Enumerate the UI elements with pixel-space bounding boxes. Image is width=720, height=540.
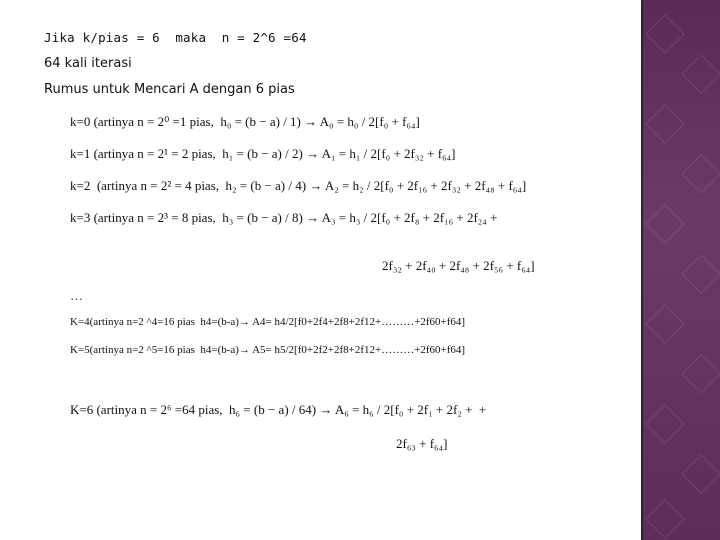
sidebar-diamond xyxy=(645,104,685,144)
sidebar-diamond xyxy=(681,254,720,294)
equation-k6-continuation: 2f₆₃ + f₆₄] xyxy=(396,436,448,451)
sidebar-divider xyxy=(641,0,643,540)
decorative-sidebar xyxy=(641,0,720,540)
sidebar-diamond xyxy=(681,154,720,194)
equation-k0: k=0 (artinya n = 2⁰ =1 pias, h₀ = (b − a) / 1) → A₀ = h₀ / 2[f₀ + f₆₄] xyxy=(70,114,420,129)
header-line-2: 64 kali iterasi xyxy=(44,56,132,71)
sidebar-diamond xyxy=(645,14,685,54)
equation-k6: K=6 (artinya n = 2⁶ =64 pias, h₆ = (b − a) / 64) → A₆ = h₆ / 2[f₀ + 2f₁ + 2f₂ + + xyxy=(70,402,487,417)
equation-k5: K=5(artinya n=2 ^5=16 pias h4=(b-a)→ A5= h5/2[f0+2f2+2f8+2f12+………+2f60+f64] xyxy=(70,344,466,356)
ellipsis: … xyxy=(70,288,83,303)
sidebar-diamond xyxy=(681,354,720,394)
sidebar-diamond xyxy=(645,404,685,444)
equation-k1: k=1 (artinya n = 2¹ = 2 pias, h₁ = (b − a) / 2) → A₁ = h₁ / 2[f₀ + 2f₃₂ + f₆₄] xyxy=(70,146,456,161)
header-line-1: Jika k/pias = 6 maka n = 2^6 =64 xyxy=(44,30,307,45)
equation-k4: K=4(artinya n=2 ^4=16 pias h4=(b-a)→ A4= h4/2[f0+2f4+2f8+2f12+………+2f60+f64] xyxy=(70,316,466,328)
header-line-3: Rumus untuk Mencari A dengan 6 pias xyxy=(44,82,295,97)
sidebar-diamond xyxy=(681,454,720,494)
sidebar-diamond xyxy=(681,54,720,94)
sidebar-diamond xyxy=(645,499,685,539)
equation-k3-continuation: 2f₃₂ + 2f₄₀ + 2f₄₈ + 2f₅₆ + f₆₄] xyxy=(382,258,535,273)
sidebar-diamond xyxy=(645,204,685,244)
sidebar-diamond xyxy=(645,304,685,344)
equation-k2: k=2 (artinya n = 2² = 4 pias, h₂ = (b − a) / 4) → A₂ = h₂ / 2[f₀ + 2f₁₆ + 2f₃₂ + 2f₄₈ + f₆₄] xyxy=(70,178,527,193)
equation-k3: k=3 (artinya n = 2³ = 8 pias, h₃ = (b − a) / 8) → A₃ = h₃ / 2[f₀ + 2f₈ + 2f₁₆ + 2f₂₄ + xyxy=(70,210,498,225)
